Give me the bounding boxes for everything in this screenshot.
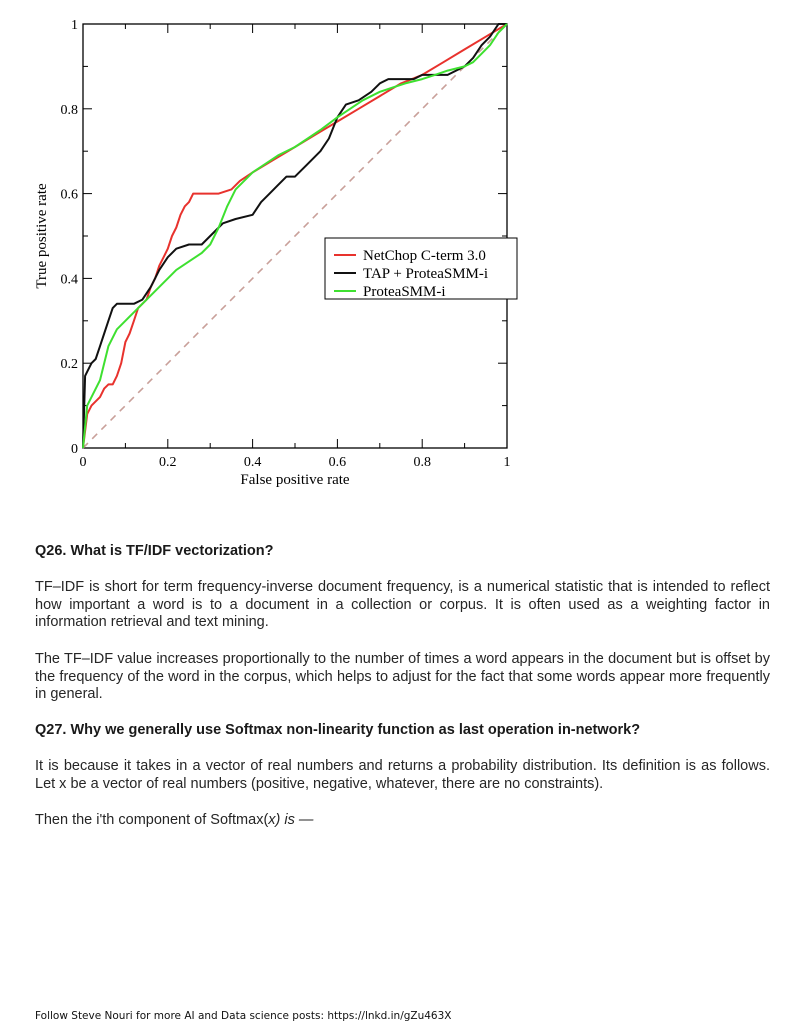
y-tick-label: 0.8 <box>60 102 78 118</box>
x-tick-label: 0.2 <box>159 455 177 470</box>
random-diagonal <box>83 24 507 448</box>
q27-p2-suffix: ) is — <box>275 812 314 828</box>
q27-p2-variable: x <box>268 812 276 828</box>
y-tick-label: 0.4 <box>60 272 78 288</box>
y-tick-labels <box>61 18 79 457</box>
q26-paragraph-2: The TF–IDF value increases proportionally to the number of times a word appears in the document but is offset by the frequency of the word in the corpus, which helps to adjust for the fact that some words appear more frequently in general. <box>35 651 770 702</box>
legend-label: ProteaSMM-i <box>363 284 446 300</box>
q27-paragraph-2 <box>35 812 770 830</box>
y-tick-label: 0.2 <box>60 357 78 373</box>
roc-chart <box>30 12 520 492</box>
legend <box>325 238 517 300</box>
x-tick-label: 0 <box>79 455 87 470</box>
x-axis-label: False positive rate <box>240 472 350 488</box>
q26-paragraph-1: TF–IDF is short for term frequency-inverse document frequency, is a numerical statistic that is intended to reflect how important a word is to a document in a collection or corpus. It is often used as a weighting factor in information retrieval and text mining. <box>35 579 770 630</box>
x-tick-label: 0.8 <box>413 455 431 470</box>
legend-label: NetChop C-term 3.0 <box>363 248 486 264</box>
q26-title: Q26. What is TF/IDF vectorization? <box>35 543 274 559</box>
y-tick-label: 1 <box>71 18 78 33</box>
q27-p2-prefix: Then the i'th component of Softmax( <box>35 812 269 828</box>
q27-title: Q27. Why we generally use Softmax non-linearity function as last operation in-network? <box>35 722 641 738</box>
y-axis-label: True positive rate <box>34 183 50 289</box>
y-tick-label: 0.6 <box>60 187 78 203</box>
x-tick-label: 0.4 <box>243 455 262 470</box>
q27-paragraph-1: It is because it takes in a vector of real numbers and returns a probability distribution. Its definition is as follows. Let x be a vector of real numbers (positive, negative, whatever, there are no constraints). <box>35 758 770 792</box>
footer-note: Follow Steve Nouri for more AI and Data science posts: https://lnkd.in/gZu463X <box>35 1010 452 1022</box>
x-tick-label: 0.6 <box>328 455 347 470</box>
x-tick-labels <box>80 455 511 470</box>
legend-label: TAP + ProteaSMM-i <box>363 266 489 282</box>
y-tick-label: 0 <box>71 442 78 457</box>
x-tick-label: 1 <box>503 455 511 470</box>
